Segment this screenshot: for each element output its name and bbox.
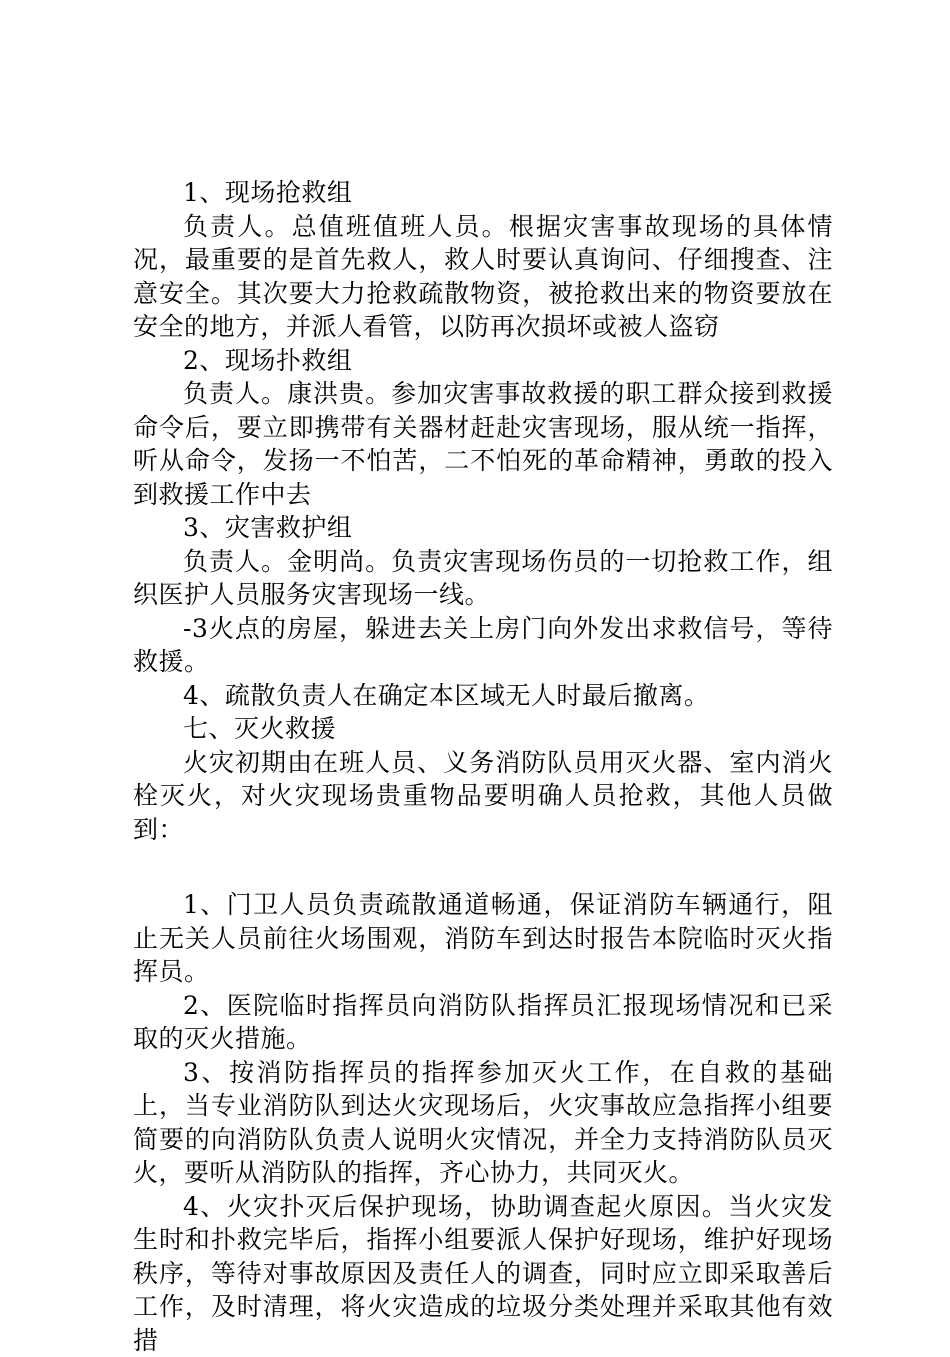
paragraph-fire-rescue-intro: 火灾初期由在班人员、义务消防队员用灭火器、室内消火栓灭火，对火灾现场贵重物品要明确人员抢救，其他人员做到： xyxy=(133,746,833,847)
section-heading-rescue-team: 1、现场抢救组 xyxy=(133,176,833,210)
section-heading-firefighting-team: 2、现场扑救组 xyxy=(133,344,833,378)
section-heading-medical-team: 3、灾害救护组 xyxy=(133,511,833,545)
list-item-gate-staff: 1、门卫人员负责疏散通道畅通，保证消防车辆通行，阻止无关人员前往火场围观，消防车到达时报告本院临时灭火指挥员。 xyxy=(133,888,833,989)
paragraph-evacuation-lead: 4、疏散负责人在确定本区域无人时最后撤离。 xyxy=(133,679,833,713)
paragraph-medical-team: 负责人。金明尚。负责灾害现场伤员的一切抢救工作，组织医护人员服务灾害现场一线。 xyxy=(133,545,833,612)
document-page xyxy=(133,176,833,1357)
paragraph-firefighting-team: 负责人。康洪贵。参加灾害事故救援的职工群众接到救援命令后，要立即携带有关器材赶赴灾害现场，服从统一指挥，听从命令，发扬一不怕苦，二不怕死的革命精神，勇敢的投入到救援工作中去 xyxy=(133,377,833,511)
section-heading-fire-rescue: 七、灭火救援 xyxy=(133,712,833,746)
paragraph-spacer xyxy=(133,846,833,888)
list-item-protect-scene: 4、火灾扑灭后保护现场，协助调查起火原因。当火灾发生时和扑救完毕后，指挥小组要派人保护好现场，维护好现场秩序，等待对事故原因及责任人的调查，同时应立即采取善后工作，及时清理，将火灾造成的垃圾分类处理并采取其他有效措 xyxy=(133,1190,833,1357)
list-item-follow-fire-command: 3、按消防指挥员的指挥参加灭火工作，在自救的基础上，当专业消防队到达火灾现场后，火灾事故应急指挥小组要简要的向消防队负责人说明火灾情况，并全力支持消防队员灭火，要听从消防队的指挥，齐心协力，共同灭火。 xyxy=(133,1056,833,1190)
paragraph-shelter-instructions: -3火点的房屋，躲进去关上房门向外发出求救信号，等待救援。 xyxy=(133,612,833,679)
list-item-hospital-commander: 2、医院临时指挥员向消防队指挥员汇报现场情况和已采取的灭火措施。 xyxy=(133,989,833,1056)
paragraph-rescue-team: 负责人。总值班值班人员。根据灾害事故现场的具体情况，最重要的是首先救人，救人时要认真询问、仔细搜查、注意安全。其次要大力抢救疏散物资，被抢救出来的物资要放在安全的地方，并派人看管，以防再次损坏或被人盗窃 xyxy=(133,210,833,344)
